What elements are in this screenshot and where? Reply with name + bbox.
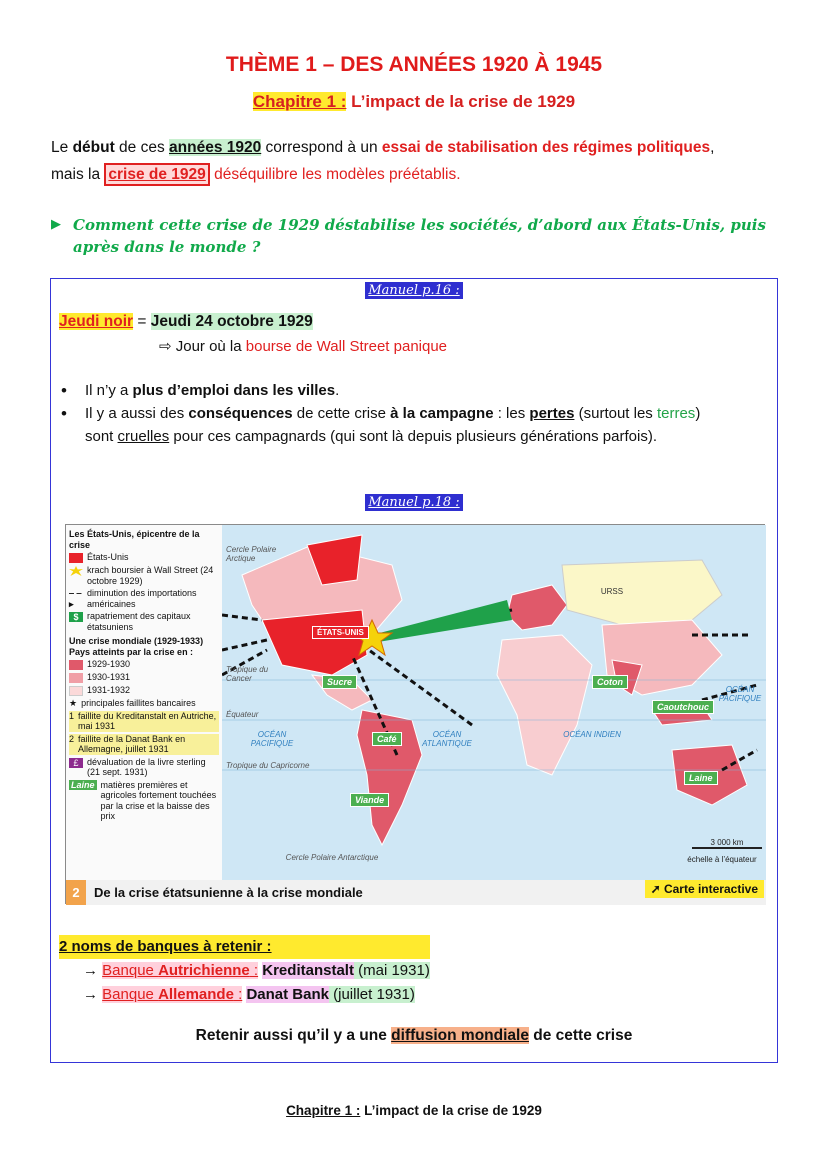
equateur-label: Équateur [226, 710, 259, 719]
legend-swatch [69, 660, 83, 670]
intro-text: mais la [51, 166, 105, 183]
manuel-ref-16 [51, 283, 777, 298]
ocean-pacifique-east-label: OCÉAN PACIFIQUE [718, 685, 762, 703]
intro-text: correspond à un [261, 139, 382, 156]
legend-row [69, 565, 219, 586]
bullet-text: . [335, 382, 340, 399]
africa-shape [497, 635, 592, 775]
legend-text: krach boursier à Wall Street (24 octobre 1929) [87, 565, 214, 586]
urss-label: URSS [600, 587, 624, 596]
intro-text: de ces [114, 139, 170, 156]
map-legend [66, 525, 222, 880]
bullet-bold: plus d’emploi dans les villes [132, 382, 336, 399]
page-footer [0, 1103, 828, 1118]
legend-swatch [69, 553, 83, 563]
laine-map-tag: Laine [684, 771, 718, 785]
dollar-icon: $ [69, 612, 83, 622]
bullet-text: Il n’y a [85, 382, 133, 399]
play-icon: ▶ [51, 217, 61, 232]
banque-line-1 [59, 959, 430, 983]
question-block [51, 214, 791, 258]
jour-bourse: bourse de Wall Street panique [245, 338, 448, 355]
retenir-text: de cette crise [528, 1027, 633, 1044]
legend-row [69, 685, 219, 696]
legend-heading: Les États-Unis, épicentre de la crise [69, 529, 200, 550]
bullet-terres: terres [656, 405, 696, 422]
bullet-text: (surtout les [574, 405, 657, 422]
banque-prefix: Banque [102, 962, 159, 979]
banque-name: Danat Bank [246, 986, 329, 1003]
cercle-arctique-label: Cercle Polaire Arctique [226, 545, 277, 563]
south-america-shape [357, 710, 422, 845]
bullet-list [59, 379, 774, 448]
intro-paragraph [51, 134, 791, 188]
jour-prefix: ⇨ Jour où la [159, 338, 246, 355]
legend-row [69, 552, 219, 563]
ocean-atlantique-label: OCÉAN ATLANTIQUE [422, 730, 472, 748]
legend-text: 1929-1930 [87, 659, 131, 669]
chapter-lead: Chapitre 1 : [252, 92, 347, 111]
footer-rest: L’impact de la crise de 1929 [360, 1103, 542, 1118]
content-frame [50, 278, 778, 1063]
legend-row [69, 698, 219, 709]
etats-unis-label: ÉTATS-UNIS [312, 626, 369, 639]
bullet-text: sont [85, 428, 118, 445]
intro-crise-1929: crise de 1929 [104, 163, 209, 186]
jeudi-noir: Jeudi noir [59, 313, 134, 330]
legend-swatch [69, 686, 83, 696]
caoutchouc-tag: Caoutchouc [652, 700, 714, 714]
intro-text: Le [51, 139, 73, 156]
legend-row [69, 659, 219, 670]
banque-name: Kreditanstalt [262, 962, 354, 979]
world-crisis-map [65, 524, 765, 904]
bullet-pertes: pertes [529, 405, 575, 422]
chapter-rest: L’impact de la crise de 1929 [346, 92, 576, 111]
bullet-text: pour ces campagnards (qui sont là depuis plusieurs générations parfois). [169, 428, 657, 445]
carte-interactive-text: Carte interactive [663, 882, 758, 896]
intro-essai: essai de stabilisation des régimes politiques [381, 139, 711, 156]
legend-text: États-Unis [87, 552, 129, 562]
banque-date: (mai 1931) [353, 962, 430, 979]
bullet-text: Il y a aussi des [85, 405, 189, 422]
caption-text: De la crise étatsunienne à la crise mondiale [94, 885, 363, 900]
ocean-pacifique-label: OCÉAN PACIFIQUE [250, 730, 294, 748]
manuel-ref-text: Manuel p.16 : [365, 282, 462, 299]
bullet-text: : les [493, 405, 530, 422]
bullet-text: ) [695, 405, 701, 422]
laine-tag: Laine [71, 779, 95, 790]
retenir-line [51, 1027, 777, 1045]
europe-shape [507, 585, 567, 630]
banque-date: (juillet 1931) [328, 986, 415, 1003]
jeudi-date: Jeudi 24 octobre 1929 [150, 313, 313, 330]
intro-annees: années 1920 [169, 139, 262, 156]
cercle-antarctique-label: Cercle Polaire Antarctique [285, 853, 379, 862]
viande-tag: Viande [350, 793, 389, 807]
jour-line [159, 337, 447, 355]
legend-swatch [69, 673, 83, 683]
dashed-arrow [222, 615, 262, 620]
ocean-indien-label: OCÉAN INDIEN [563, 730, 621, 739]
banque-country: Allemande [158, 986, 234, 1003]
sucre-tag: Sucre [322, 675, 357, 689]
tropique-cancer-label: Tropique du Cancer [226, 665, 269, 683]
legend-text: dévaluation de la livre sterling (21 sept. 1931) [87, 756, 206, 777]
manuel-ref-18 [51, 495, 777, 510]
legend-text: rapatriement des capitaux étatsuniens [87, 611, 191, 632]
number-2-icon: 2 [69, 733, 75, 744]
carte-interactive-link[interactable] [645, 880, 764, 898]
legend-text: diminution des importations américaines [87, 588, 197, 609]
banque-prefix: Banque [102, 986, 159, 1003]
legend-row [69, 734, 219, 755]
scale-note: échelle à l’équateur [687, 855, 757, 864]
banque-colon: : [233, 986, 243, 1003]
coton-tag: Coton [592, 675, 628, 689]
pound-icon: £ [69, 758, 83, 768]
legend-heading: Pays atteints par la crise en : [69, 646, 194, 657]
banques-block [59, 935, 430, 1007]
retenir-text: Retenir aussi qu’il y a une [195, 1027, 392, 1044]
legend-row [69, 611, 219, 632]
bullet-text: de cette crise [292, 405, 391, 422]
retenir-highlight: diffusion mondiale [391, 1027, 529, 1044]
tropique-capricorne-label: Tropique du Capricorne [226, 761, 310, 770]
legend-text: faillite du Kreditanstalt en Autriche, mai 1931 [78, 710, 217, 731]
legend-row [69, 711, 219, 732]
question-text: Comment cette crise de 1929 déstabilise les sociétés, d’abord aux États-Unis, puis après dans le monde ? [73, 216, 766, 256]
manuel-ref-text: Manuel p.18 : [365, 494, 462, 511]
dashed-arrow [222, 640, 267, 650]
cafe-tag: Café [372, 732, 402, 746]
legend-heading: Une crise mondiale (1929-1933) [69, 636, 204, 646]
star-icon: ★ [69, 698, 78, 708]
intro-text: , [710, 139, 715, 156]
caption-number: 2 [66, 880, 86, 905]
arrow-icon: → [83, 986, 98, 1003]
bullet-bold: à la campagne [390, 405, 494, 422]
equals-sign: = [133, 313, 151, 330]
number-1-icon: 1 [69, 710, 75, 721]
arrow-icon: ➚ [650, 882, 664, 896]
list-item [59, 379, 774, 402]
legend-row [69, 588, 219, 609]
arrow-icon: → [83, 962, 98, 979]
chapter-title [0, 92, 828, 112]
banque-line-2 [59, 983, 430, 1007]
footer-lead: Chapitre 1 : [286, 1103, 361, 1118]
page-title: THÈME 1 – DES ANNÉES 1920 À 1945 [225, 53, 603, 76]
legend-text: faillite de la Danat Bank en Allemagne, juillet 1931 [78, 733, 186, 754]
legend-text: 1930-1931 [87, 672, 131, 682]
bullet-bold: conséquences [188, 405, 293, 422]
banques-heading: 2 noms de banques à retenir : [59, 935, 430, 959]
legend-row [69, 672, 219, 683]
jeudi-noir-line [59, 313, 313, 331]
intro-debut: début [72, 139, 115, 156]
legend-text: matières premières et agricoles fortement touchées par la crise et la baisse des prix [100, 779, 217, 821]
intro-text: déséquilibre les modèles préétablis. [209, 166, 461, 183]
banque-country: Autrichienne [158, 962, 250, 979]
legend-text: 1931-1932 [87, 685, 131, 695]
legend-row [69, 780, 219, 822]
banque-colon: : [249, 962, 259, 979]
bullet-cruelles: cruelles [117, 428, 170, 445]
dashed-arrow-icon: ‒ ‒▸ [69, 588, 82, 609]
legend-row [69, 757, 219, 778]
krach-star-icon [69, 566, 83, 576]
scale-label: 3 000 km [692, 838, 762, 849]
map-ocean [222, 525, 766, 880]
list-item [59, 402, 774, 448]
legend-text: principales faillites bancaires [81, 698, 196, 708]
